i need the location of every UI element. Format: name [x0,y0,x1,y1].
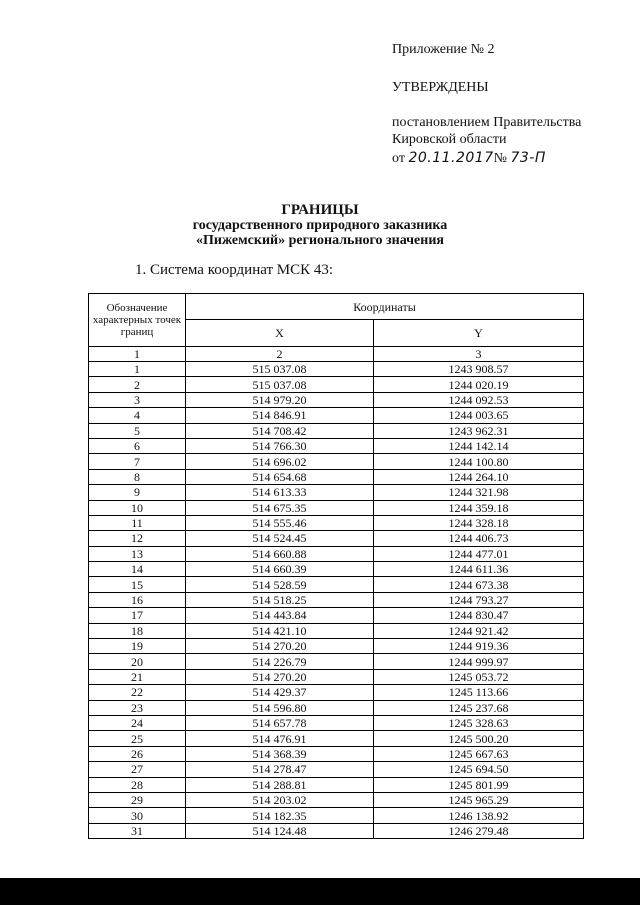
y-coordinate-cell: 1244 328.18 [374,515,584,530]
table-row [89,377,584,392]
column-number-2: 2 [186,347,374,362]
y-coordinate-cell: 1244 793.27 [374,592,584,607]
column-number-3: 3 [374,347,584,362]
y-coordinate-cell: 1244 611.36 [374,562,584,577]
table-row [89,777,584,792]
x-coordinate-cell: 514 846.91 [186,408,374,423]
column-number-1: 1 [89,347,186,362]
x-coordinate-cell: 514 278.47 [186,762,374,777]
x-coordinate-cell: 514 708.42 [186,423,374,438]
point-number-cell: 29 [89,792,186,807]
handwritten-date: 20.11.2017 [408,150,494,166]
x-coordinate-cell: 515 037.08 [186,377,374,392]
point-number-cell: 22 [89,685,186,700]
point-number-cell: 25 [89,731,186,746]
x-coordinate-cell: 515 037.08 [186,362,374,377]
table-row [89,700,584,715]
table-row [89,731,584,746]
x-coordinate-cell: 514 270.20 [186,639,374,654]
point-number-cell: 4 [89,408,186,423]
table-row [89,546,584,561]
y-coordinate-cell: 1244 477.01 [374,546,584,561]
table-row [89,592,584,607]
x-coordinate-cell: 514 226.79 [186,654,374,669]
table-row [89,469,584,484]
y-coordinate-cell: 1244 003.65 [374,408,584,423]
y-coordinate-cell: 1245 053.72 [374,669,584,684]
header-point-designation: Обозначение характерных точек границ [89,294,186,347]
y-coordinate-cell: 1246 138.92 [374,808,584,823]
point-number-cell: 14 [89,562,186,577]
x-coordinate-cell: 514 203.02 [186,792,374,807]
table-row [89,685,584,700]
point-number-cell: 11 [89,515,186,530]
x-coordinate-cell: 514 555.46 [186,515,374,530]
point-number-cell: 15 [89,577,186,592]
point-number-cell: 3 [89,392,186,407]
table-row [89,454,584,469]
y-coordinate-cell: 1244 321.98 [374,485,584,500]
appendix-label: Приложение № 2 [392,42,495,57]
point-number-cell: 16 [89,592,186,607]
coordinate-system-heading: 1. Система координат МСК 43: [135,262,334,278]
decree-line-2: Кировской области [392,132,507,147]
y-coordinate-cell: 1244 142.14 [374,438,584,453]
table-row [89,423,584,438]
x-coordinate-cell: 514 443.84 [186,608,374,623]
y-coordinate-cell: 1243 962.31 [374,423,584,438]
table-row [89,392,584,407]
doc-subtitle-2: «Пижемский» регионального значения [196,233,444,248]
x-coordinate-cell: 514 613.33 [186,485,374,500]
point-number-cell: 26 [89,746,186,761]
point-number-cell: 9 [89,485,186,500]
x-coordinate-cell: 514 528.59 [186,577,374,592]
x-coordinate-cell: 514 675.35 [186,500,374,515]
approved-label: УТВЕРЖДЕНЫ [392,80,489,95]
table-row [89,654,584,669]
table-row [89,515,584,530]
y-coordinate-cell: 1245 237.68 [374,700,584,715]
y-coordinate-cell: 1245 667.63 [374,746,584,761]
decree-date-line [392,150,546,167]
x-coordinate-cell: 514 476.91 [186,731,374,746]
point-number-cell: 28 [89,777,186,792]
x-coordinate-cell: 514 288.81 [186,777,374,792]
table-row [89,669,584,684]
point-number-cell: 2 [89,377,186,392]
table-row [89,531,584,546]
point-number-cell: 24 [89,715,186,730]
x-coordinate-cell: 514 270.20 [186,669,374,684]
x-coordinate-cell: 514 596.80 [186,700,374,715]
scan-bottom-edge [0,878,640,905]
y-coordinate-cell: 1244 100.80 [374,454,584,469]
point-number-cell: 8 [89,469,186,484]
y-coordinate-cell: 1244 830.47 [374,608,584,623]
y-coordinate-cell: 1244 264.10 [374,469,584,484]
x-coordinate-cell: 514 518.25 [186,592,374,607]
x-coordinate-cell: 514 124.48 [186,823,374,838]
x-coordinate-cell: 514 766.30 [186,438,374,453]
y-coordinate-cell: 1245 113.66 [374,685,584,700]
y-coordinate-cell: 1244 919.36 [374,639,584,654]
handwritten-number: 73-П [510,150,546,166]
table-row [89,485,584,500]
x-coordinate-cell: 514 182.35 [186,808,374,823]
coordinates-table [88,293,584,839]
x-coordinate-cell: 514 979.20 [186,392,374,407]
y-coordinate-cell: 1244 406.73 [374,531,584,546]
y-coordinate-cell: 1246 279.48 [374,823,584,838]
y-coordinate-cell: 1244 999.97 [374,654,584,669]
x-coordinate-cell: 514 660.39 [186,562,374,577]
point-number-cell: 5 [89,423,186,438]
table-row [89,562,584,577]
y-coordinate-cell: 1244 020.19 [374,377,584,392]
point-number-cell: 6 [89,438,186,453]
point-number-cell: 12 [89,531,186,546]
y-coordinate-cell: 1244 921.42 [374,623,584,638]
header-y: Y [374,320,584,347]
point-number-cell: 10 [89,500,186,515]
header-x: X [186,320,374,347]
table-row [89,608,584,623]
table-row [89,792,584,807]
x-coordinate-cell: 514 696.02 [186,454,374,469]
table-row [89,639,584,654]
y-coordinate-cell: 1245 965.29 [374,792,584,807]
x-coordinate-cell: 514 421.10 [186,623,374,638]
decree-line-1: постановлением Правительства [392,115,582,130]
y-coordinate-cell: 1245 694.50 [374,762,584,777]
x-coordinate-cell: 514 429.37 [186,685,374,700]
x-coordinate-cell: 514 368.39 [186,746,374,761]
point-number-cell: 19 [89,639,186,654]
point-number-cell: 17 [89,608,186,623]
x-coordinate-cell: 514 524.45 [186,531,374,546]
table-row [89,746,584,761]
table-row [89,623,584,638]
table-row [89,577,584,592]
point-number-cell: 18 [89,623,186,638]
y-coordinate-cell: 1245 801.99 [374,777,584,792]
table-row [89,362,584,377]
number-sign: № [493,151,507,166]
table-row [89,762,584,777]
y-coordinate-cell: 1245 328.63 [374,715,584,730]
table-row [89,823,584,838]
y-coordinate-cell: 1243 908.57 [374,362,584,377]
point-number-cell: 23 [89,700,186,715]
x-coordinate-cell: 514 657.78 [186,715,374,730]
y-coordinate-cell: 1245 500.20 [374,731,584,746]
point-number-cell: 7 [89,454,186,469]
x-coordinate-cell: 514 660.88 [186,546,374,561]
y-coordinate-cell: 1244 092.53 [374,392,584,407]
doc-title: ГРАНИЦЫ [281,202,359,218]
point-number-cell: 20 [89,654,186,669]
table-row [89,808,584,823]
table-row [89,438,584,453]
point-number-cell: 27 [89,762,186,777]
date-prefix: от [392,151,405,166]
y-coordinate-cell: 1244 359.18 [374,500,584,515]
y-coordinate-cell: 1244 673.38 [374,577,584,592]
table-row [89,500,584,515]
point-number-cell: 31 [89,823,186,838]
table-row [89,715,584,730]
point-number-cell: 1 [89,362,186,377]
table-row [89,408,584,423]
header-coordinates: Координаты [186,294,584,320]
point-number-cell: 21 [89,669,186,684]
doc-subtitle-1: государственного природного заказника [192,218,448,233]
point-number-cell: 13 [89,546,186,561]
point-number-cell: 30 [89,808,186,823]
x-coordinate-cell: 514 654.68 [186,469,374,484]
